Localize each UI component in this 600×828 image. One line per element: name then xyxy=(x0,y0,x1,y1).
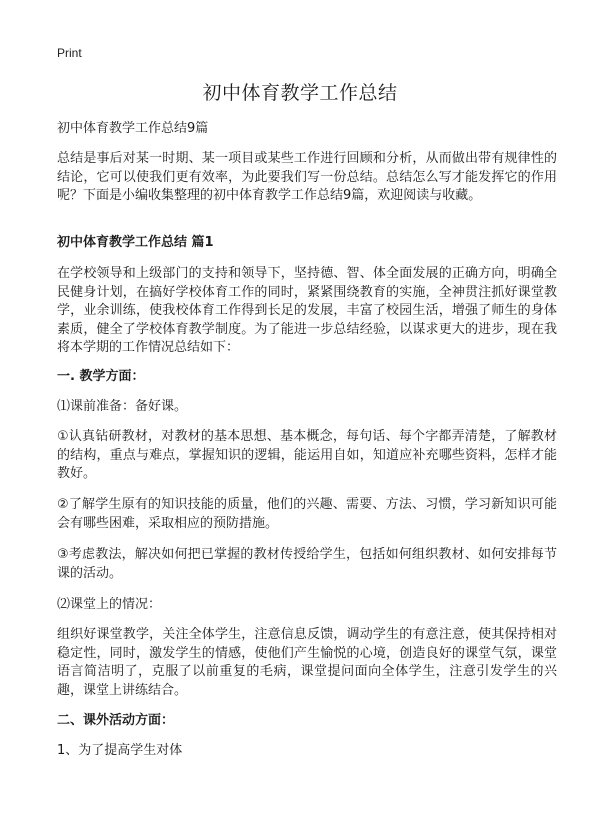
subheading-classroom: ⑵课堂上的情况： xyxy=(57,597,162,612)
list-item-3: ③考虑教法，解决如何把已掌握的教材传授给学生，包括如何组织教材、如何安排每节课的活动。 xyxy=(57,547,557,581)
classroom-paragraph: 组织好课堂教学，关注全体学生，注意信息反馈，调动学生的有意注意，使其保持相对稳定性，同时，激发学生的情感，使他们产生愉悦的心境，创造良好的课堂气氛，课堂语言简洁明了，克服了以前重复的毛病，课堂提问面向全体学生，注意引发学生的兴趣，课堂上讲练结合。 xyxy=(57,627,557,698)
document-subtitle: 初中体育教学工作总结9篇 xyxy=(57,121,209,136)
page-title: 初中体育教学工作总结 xyxy=(202,82,398,104)
heading-teaching: 一. 教学方面： xyxy=(57,369,145,384)
extracurricular-item-1: 1、为了提高学生对体 xyxy=(57,743,183,758)
print-link[interactable]: Print xyxy=(57,46,82,60)
section-heading-1: 初中体育教学工作总结 篇1 xyxy=(57,235,214,250)
subheading-preparation: ⑴课前准备：备好课。 xyxy=(57,399,188,414)
heading-extracurricular: 二、课外活动方面： xyxy=(57,713,175,728)
section1-intro-paragraph: 在学校领导和上级部门的支持和领导下，坚持德、智、体全面发展的正确方向，明确全民健身计划，在搞好学校体育工作的同时，紧紧围绕教育的实施，全神贯注抓好课堂教学，业余训练，使我校体育工作得到长足的发展，丰富了校园生活，增强了师生的身体素质，健全了学校体育教学制度。为了能进一步总结经验，以谋求更大的进步，现在我将本学期的工作情况总结如下： xyxy=(57,266,557,355)
list-item-1: ①认真钻研教材，对教材的基本思想、基本概念，每句话、每个字都弄清楚，了解教材的结构，重点与难点，掌握知识的逻辑，能运用自如，知道应补充哪些资料，怎样才能教好。 xyxy=(57,429,557,481)
list-item-2: ②了解学生原有的知识技能的质量，他们的兴趣、需要、方法、习惯，学习新知识可能会有哪些困难，采取相应的预防措施。 xyxy=(57,497,557,531)
intro-paragraph: 总结是事后对某一时期、某一项目或某些工作进行回顾和分析，从而做出带有规律性的结论，它可以使我们更有效率，为此要我们写一份总结。总结怎么写才能发挥它的作用呢？下面是小编收集整理的初中体育教学工作总结9篇，欢迎阅读与收藏。 xyxy=(57,151,557,203)
